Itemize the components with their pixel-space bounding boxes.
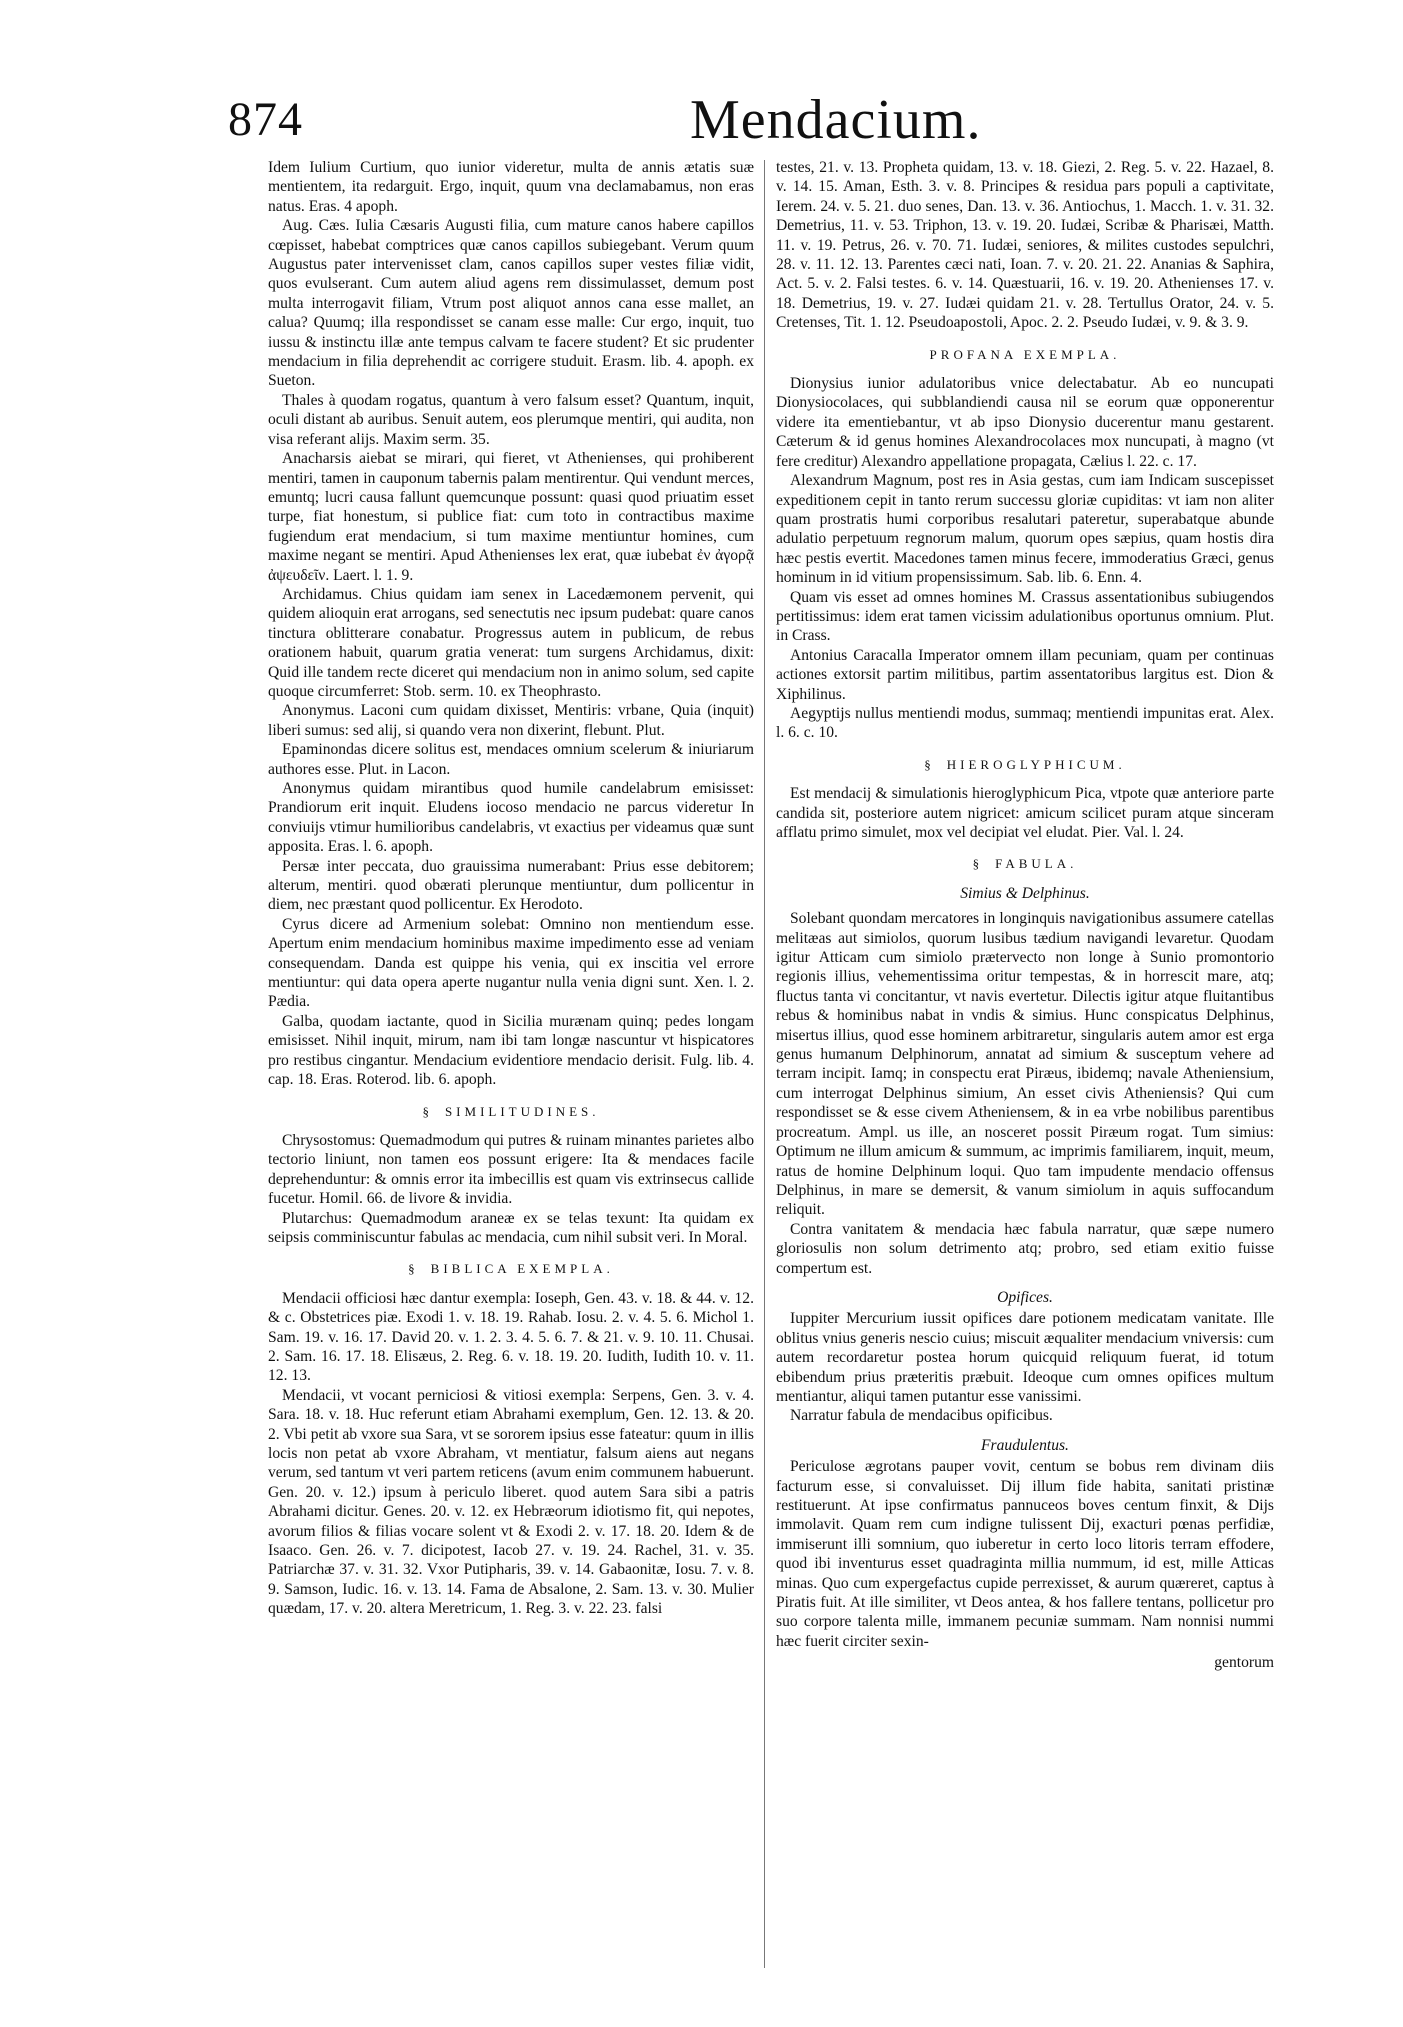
pilcrow-icon: § <box>408 1261 419 1277</box>
pilcrow-icon: § <box>924 756 935 772</box>
paragraph: Dionysius iunior adulatoribus vnice delectabatur. Ab eo nuncupati Dionysiocolaces, qui subblandiendi causa nil se eorum quæ opponerentur videre ita ementiebantur, vt ab ipso Dionysio ducerentur manu gestarent. Cæterum & id genus homines Alexandrocolaces mox nuncupati, à magno (vt fere creditur) Alexandro appellatione propagata, Cælius l. 22. c. 17. <box>776 375 1274 470</box>
column-divider <box>764 160 765 1968</box>
paragraph: Aug. Cæs. Iulia Cæsaris Augusti filia, cum mature canos habere capillos cœpisset, habebat comptrices quæ canos capillos subiegebant. Verum quum Augustus pater intervenisset clam, canos capillos super vestes filiæ vidit, quos evulserant. Cum autem aliud agens rem dissimulasset, demum post multa interrogavit filiam, Vtrum post aliquot annos cana esse mallet, an calua? Quumq; illa respondisset se canam esse malle: Cur ergo, inquit, tuo iussu & instinctu illæ ante tempus calvam te facere student? Et sic prudenter mendacium in filia deprehendit ac corrigere studuit. Erasm. lib. 4. apoph. ex Sueton. <box>268 217 754 390</box>
paragraph: Antonius Caracalla Imperator omnem illam pecuniam, quam per continuas actiones extorsit partim militibus, partim assentatoribus largitus est. Dion & Xiphilinus. <box>776 646 1274 703</box>
section-heading-text: BIBLICA EXEMPLA. <box>430 1261 614 1277</box>
paragraph: Periculose ægrotans pauper vovit, centum se bobus rem divinam diis facturum esse, si convaluisset. Dij illum fide habita, sanitati pristinæ restituerunt. At ipse confirmatus pannuceos boves centum finxit, & Dijs immolavit. Quam rem cum indigne tulissent Dij, exacturi pœnas perfidiæ, immiserunt illi somnium, quo iuberetur in certo loco litoris terram effodere, quod ibi inventurus esset quadraginta millia nummum, id est, mille Atticas minas. Quo cum expergefactus cupide perrexisset, & aurum quæreret, captus à Piratis fuit. At ille similiter, vt Deos antea, & hos fallere tentans, pollicetur pro suo corpore talenta mille, immanem pecuniæ summam. Nam nonnisi nummi hæc fuerit circiter sexin- <box>776 1458 1274 1650</box>
paragraph: Quam vis esset ad omnes homines M. Crassus assentationibus subiugendos pertitissimus: idem erat tamen vicissim adulationibus oportunus omnium. Plut. in Crass. <box>776 588 1274 645</box>
paragraph: Iuppiter Mercurium iussit opifices dare potionem medicatam vanitate. Ille oblitus vnius generis nescio cuius; miscuit æqualiter mendacium vniversis: cum autem recordaretur postea horum quicquid reliquum fuerat, id totum ebibendum prius præteritis præbuit. Ideoque cum omnes opifices multum mentiantur, aliqui tamen putantur esse vanissimi. <box>776 1310 1274 1405</box>
section-heading-text: HIEROGLYPHICUM. <box>946 756 1126 772</box>
fable-title: Simius & Delphinus. <box>960 884 1090 902</box>
paragraph: Galba, quodam iactante, quod in Sicilia murænam quinq; pedes longam emisisset. Nihil inquit, mirum, nam ibi tam longæ nascuntur vt hispicatores pro restibus cingantur. Mendacium evidentiore mendacio derisit. Fulg. lib. 4. cap. 18. Eras. Roterod. lib. 6. apoph. <box>268 1012 754 1089</box>
catchword: gentorum <box>1214 1654 1274 1672</box>
paragraph: Epaminondas dicere solitus est, mendaces omnium scelerum & iniuriarum authores esse. Plut. in Lacon. <box>268 741 754 778</box>
paragraph: testes, 21. v. 13. Propheta quidam, 13. v. 18. Giezi, 2. Reg. 5. v. 22. Hazael, 8. v. 14. 15. Aman, Esth. 3. v. 8. Principes & residua pars populi a captivitate, Ierem. 24. v. 5. 21. duo senes, Dan. 13. v. 36. Antiochus, 1. Macch. 1. v. 31. 32. Demetrius, 11. v. 53. Triphon, 13. v. 19. 20. Iudæi, Scribæ & Pharisæi, Matth. 11. v. 19. Petrus, 26. v. 70. 71. Iudæi, seniores, & milites custodes sepulchri, 28. v. 11. 12. 13. Parentes cæci nati, Ioan. 7. v. 20. 21. 22. Ananias & Saphira, Act. 5. v. 2. Falsi testes. 6. v. 14. Quæstuarii, 16. v. 19. 20. Athenienses 17. v. 18. Demetrius, 19. v. 27. Iudæi quidam 21. v. 28. Tertullus Orator, 24. v. 5. Cretenses, Tit. 1. 12. Pseudoapostoli, Apoc. 2. 2. Pseudo Iudæi, v. 9. & 3. 9. <box>776 159 1274 332</box>
section-heading-similitudines <box>268 1102 754 1121</box>
section-heading-text: PROFANA EXEMPLA. <box>929 346 1121 362</box>
paragraph: Anonymus quidam mirantibus quod humile candelabrum emisisset: Prandiorum erit inquit. Eludens iocoso mendacio ne parcus videretur In conviuijs vtimur humilioribus candelabris, vt exactius per videamus quæ sunt apposita. Eras. l. 6. apoph. <box>268 780 754 856</box>
paragraph: Archidamus. Chius quidam iam senex in Lacedæmonem pervenit, qui quidem alioquin erat arrogans, sed senectutis nec ipsum pudebat: quare canos tinctura oblitterare conabatur. Progressus autem in publicum, de rebus orationem habuit, quarum gratia venerat: tum surgens Archidamus, dixit: Quid ille tandem recte diceret qui mendacium non in animo solum, sed capite quoque circumferret: Stob. serm. 10. ex Theophrasto. <box>268 585 754 700</box>
right-column <box>776 158 1274 1673</box>
paragraph: Mendacii, vt vocant perniciosi & vitiosi exempla: Serpens, Gen. 3. v. 4. Sara. 18. v. 18. Huc referunt etiam Abrahami exemplum, Gen. 12. 13. & 20. 2. Vbi petit ab vxore sua Sara, vt se sororem ipsius esse fateatur: quum in illis locis non petat ab vxore Abraham, vt mentiatur, falsum aiens aut negans verum, sed tantum vt veri partem reticens (avum enim communem habuerunt. Gen. 20. v. 12.) ipsum à periculo liberet. quod autem Sara sibi a patris Abrahami dicitur. Genes. 20. v. 12. ex Hebræorum idiotismo fit, qui nepotes, avorum filios & filias vocare solent vt & Exodi 2. v. 17. 18. 20. Idem & de Isaaco. Gen. 26. v. 7. dicipotest, Iacob 27. v. 19. 24. Rachel, 31. v. 35. Patriarchæ 37. v. 31. 32. Vxor Putipharis, 39. v. 14. Gabaonitæ, Iosu. 7. v. 8. 9. Samson, Iudic. 16. v. 13. 14. Fama de Absalone, 2. Sam. 13. v. 30. Mulier quædam, 17. v. 20. altera Meretricum, 1. Reg. 3. v. 22. 23. falsi <box>268 1386 754 1618</box>
section-heading-profana <box>776 345 1274 364</box>
fable-title: Opifices. <box>997 1288 1053 1306</box>
fable-title: Fraudulentus. <box>981 1436 1069 1454</box>
section-heading-text: SIMILITUDINES. <box>444 1103 600 1119</box>
section-heading-biblica <box>268 1259 754 1278</box>
paragraph: Idem Iulium Curtium, quo iunior videretur, multa de annis ætatis suæ mentientem, ita redarguit. Ergo, inquit, quum vna declamabamus, non eras natus. Eras. 4 apoph. <box>268 159 754 215</box>
paragraph: Alexandrum Magnum, post res in Asia gestas, cum iam Indicam suscepisset expeditionem cepit in tanto rerum successu gloriæ cupiditas: vt iam non aliter quam prostratis humi corporibus resalutari pateretur, superabatque abunde adulatio perpetuum regnorum malum, quorum opes sæpius, quam hostis dira hæc pestis evertit. Macedones tamen minus fecere, immoderatius Græci, genus hominum in id vitium propensissimum. Sab. lib. 6. Enn. 4. <box>776 472 1274 587</box>
paragraph: Solebant quondam mercatores in longinquis navigationibus assumere catellas melitæas aut simiolos, quorum lusibus tædium navigandi levaretur. Quodam igitur Atticam cum simiolo prætervecto non longe à Sunio promontorio regionis illius, vehementissima oritur tempestas, & in horrescit mare, atq; fluctus tanta vi concitantur, vt navis evertetur. Dilectis igitur atque fluitantibus rebus & hominibus nabat in vndis & simius. Hunc conspicatus Delphinus, misertus illius, quod esse hominem arbitraretur, singularis autem amor est erga genus humanum Delphinorum, annatat ad simium & susceptum vehere ad terram incipit. Iamq; in conspectu erat Piræus, ibidemq; navale Atheniensium, cum interrogat Delphinus simium, An esset civis Atheniensis? Qui cum respondisset se & esse civem Atheniensem, & in ea vrbe nobilibus parentibus procreatum. Ampl. us ille, an nosceret possit Piræum rogat. Tum simius: Optimum ne illum amicum & summum, ac imprimis familiarem, inquit, meum, ratus de homine Delphinum loqui. Quo tam impudente mendacio offensus Delphinus, in mare se demersit, & vanum simiolum in aquis suffocandum reliquit. <box>776 910 1274 1219</box>
paragraph: Mendacii officiosi hæc dantur exempla: Ioseph, Gen. 43. v. 18. & 44. v. 12. & c. Obstetrices piæ. Exodi 1. v. 18. 19. Rahab. Iosu. 2. v. 4. 5. 6. Michol 1. Sam. 19. v. 16. 17. David 20. v. 1. 2. 3. 4. 5. 6. 7. & 21. v. 9. 10. 11. Chusai. 2. Sam. 16. 17. 18. Elisæus, 2. Reg. 6. v. 18. 19. 20. Iudith, Iudith 10. v. 11. 12. 13. <box>268 1289 754 1385</box>
pilcrow-icon: § <box>422 1103 433 1119</box>
left-column <box>268 158 754 1619</box>
paragraph: Plutarchus: Quemadmodum araneæ ex se telas texunt: Ita quidam ex seipsis comminiscuntur fabulas ac mendacia, cum nihil subsit veri. In Moral. <box>268 1209 754 1246</box>
paragraph: Anonymus. Laconi cum quidam dixisset, Mentiris: vrbane, Quia (inquit) liberi sumus: sed alij, si quando vera non dixerint, flebunt. Plut. <box>268 702 754 739</box>
page-number: 874 <box>228 93 303 146</box>
section-heading-text: FABULA. <box>995 856 1078 872</box>
paragraph: Anacharsis aiebat se mirari, qui fieret, vt Athenienses, qui prohiberent mentiri, tamen in cauponum tabernis palam mentirentur. Qui vendunt merces, emuntq; lucri causa fallunt quemcunque possunt: quasi quod priuatim esset turpe, fiat honestum, si publice fiat: cum toto in contractibus maxime fugiendum erat mendacium, si tum maxime mentiuntur homines, cum maxime negant se mentiri. Apud Athenienses lex erat, quæ iubebat ἐν ἀγορᾷ ἀψευδεῖν. Laert. l. 1. 9. <box>268 450 754 584</box>
section-heading-fabula <box>776 854 1274 873</box>
paragraph: Chrysostomus: Quemadmodum qui putres & ruinam minantes parietes albo tectorio liniunt, non tamen eos possunt erigere: Ita & mendaces facile deprehenduntur: & omnis error ita imbecillis est quam vis extrinsecus callide fucetur. Homil. 66. de livore & invidia. <box>268 1131 754 1208</box>
running-head: Mendacium. <box>690 89 982 151</box>
paragraph: Persæ inter peccata, duo grauissima numerabant: Prius esse debitorem; alterum, mentiri. quod obærati plerunque mentiuntur, dum pollicentur in diem, nec præstant quod pollicentur. Ex Herodoto. <box>268 857 754 914</box>
paragraph: Narratur fabula de mendacibus opificibus. <box>790 1407 1053 1425</box>
paragraph: Aegyptijs nullus mentiendi modus, summaq; mentiendi impunitas erat. Alex. l. 6. c. 10. <box>776 704 1274 742</box>
paragraph: Est mendacij & simulationis hieroglyphicum Pica, vtpote quæ anteriore parte candida sit, posteriore autem nigricet: amicum scilicet puram atque sinceram afflatu primo simulet, mox vel decipiat vel eludat. Pier. Val. l. 24. <box>776 785 1274 841</box>
section-heading-hieroglyphicum <box>776 755 1274 774</box>
paragraph: Contra vanitatem & mendacia hæc fabula narratur, quæ sæpe numero gloriosulis non solum detrimento atq; probro, sed etiam exitio fuisse compertum est. <box>776 1220 1274 1277</box>
paragraph: Thales à quodam rogatus, quantum à vero falsum esset? Quantum, inquit, oculi distant ab auribus. Senuit autem, eos plerumque mentiri, qui audita, non visa referant alijs. Maxim serm. 35. <box>268 391 754 448</box>
paragraph: Cyrus dicere ad Armenium solebat: Omnino non mentiendum esse. Apertum enim mendacium hominibus maxime impedimento esse ad veniam consequendam. Danda est quippe his venia, qui ex inscitia vel errore mentiuntur: qui data opera aperte nugantur nulla venia digni sunt. Xen. l. 2. Pædia. <box>268 915 754 1011</box>
pilcrow-icon: § <box>972 856 984 872</box>
